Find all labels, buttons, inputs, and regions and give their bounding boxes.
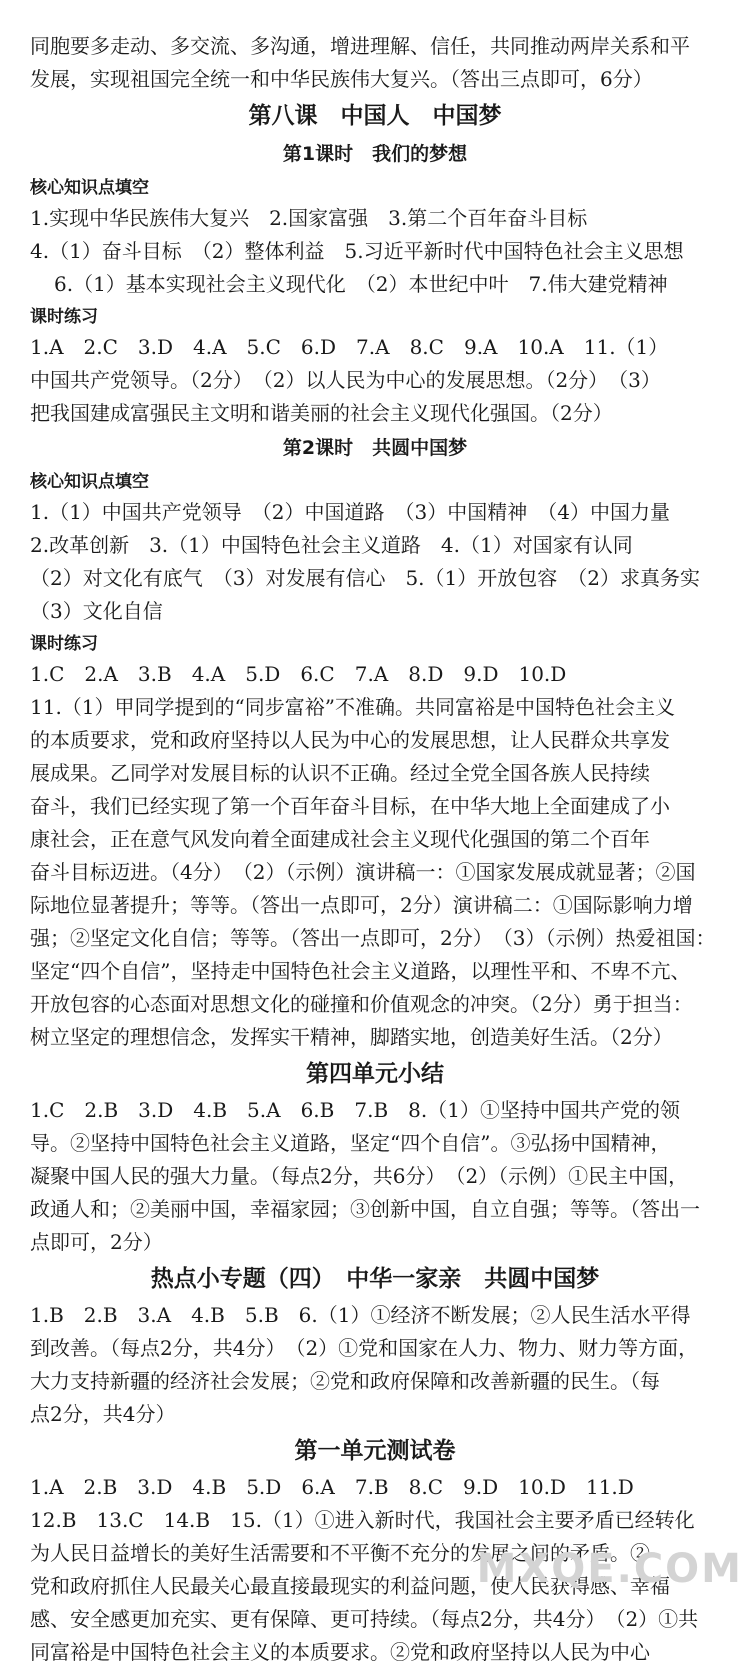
unit1-test-line: 12.B 13.C 14.B 15.（1）①进入新时代，我国社会主要矛盾已经转化 bbox=[30, 1508, 695, 1532]
intro-block bbox=[30, 30, 720, 96]
answer-page bbox=[30, 30, 720, 1669]
period1-core-line: 4.（1）奋斗目标 （2）整体利益 5.习近平新时代中国特色社会主义思想 bbox=[30, 239, 684, 263]
unit4-summary-line: 导。②坚持中国特色社会主义道路，坚定“四个自信”。③弘扬中国精神， bbox=[30, 1131, 671, 1155]
unit1-test-line: 感、安全感更加充实、更有保障、更可持续。（每点2分，共4分） （2）①共 bbox=[30, 1607, 699, 1631]
hot-topic4-title: 热点小专题（四） 中华一家亲 共圆中国梦 bbox=[150, 1266, 600, 1292]
unit1-test-title: 第一单元测试卷 bbox=[294, 1438, 456, 1464]
unit1-test-line: 党和政府抓住人民最关心最直接最现实的利益问题，使人民获得感、幸福 bbox=[30, 1574, 670, 1598]
unit4-summary-line: 凝聚中国人民的强大力量。（每点2分，共6分） （2）（示例）①民主中国， bbox=[30, 1164, 689, 1188]
hot-topic4-line: 到改善。（每点2分，共4分） （2）①党和国家在人力、物力、财力等方面， bbox=[30, 1336, 699, 1360]
period2-practice-line: 际地位显著提升；等等。（答出一点即可，2分）演讲稿二：①国际影响力增 bbox=[30, 893, 693, 917]
period2-practice-line: 树立坚定的理想信念，发挥实干精神，脚踏实地，创造美好生活。（2分） bbox=[30, 1025, 673, 1049]
period2-practice-line: 的本质要求，党和政府坚持以人民为中心的发展思想，让人民群众共享发 bbox=[30, 728, 670, 752]
period2-core-line: 1.（1）中国共产党领导 （2）中国道路 （3）中国精神 （4）中国力量 bbox=[30, 500, 670, 524]
unit1-test-line: 1.A 2.B 3.D 4.B 5.D 6.A 7.B 8.C 9.D 10.D 11.D bbox=[30, 1475, 634, 1499]
period2-practice-line: 展成果。乙同学对发展目标的认识不正确。经过全党全国各族人民持续 bbox=[30, 761, 650, 785]
period2-practice-line: 强；②坚定文化自信；等等。（答出一点即可，2分） （3）（示例）热爱祖国： bbox=[30, 926, 716, 950]
period2-core-label: 核心知识点填空 bbox=[30, 472, 149, 492]
period2-practice-line: 开放包容的心态面对思想文化的碰撞和价值观念的冲突。（2分）勇于担当： bbox=[30, 992, 693, 1016]
period2-title: 第2课时 共圆中国梦 bbox=[282, 437, 468, 459]
period2-practice-line: 11.（1）甲同学提到的“同步富裕”不准确。共同富裕是中国特色社会主义 bbox=[30, 695, 675, 719]
hot-topic4-line: 点2分，共4分） bbox=[30, 1402, 176, 1426]
unit1-test-line: 为人民日益增长的美好生活需要和不平衡不充分的发展之间的矛盾。② bbox=[30, 1541, 650, 1565]
period1-practice-line: 把我国建成富强民主文明和谐美丽的社会主义现代化强国。（2分） bbox=[30, 401, 613, 425]
lesson8-title: 第八课 中国人 中国梦 bbox=[248, 103, 502, 129]
period1-practice-line: 中国共产党领导。（2分） （2）以人民为中心的发展思想。（2分） （3） bbox=[30, 368, 661, 392]
hot-topic4-line: 大力支持新疆的经济社会发展；②党和政府保障和改善新疆的民生。（每 bbox=[30, 1369, 660, 1393]
period2-practice-label: 课时练习 bbox=[30, 634, 98, 654]
period1-practice-line: 1.A 2.C 3.D 4.A 5.C 6.D 7.A 8.C 9.A 10.A 11.（1） bbox=[30, 335, 669, 359]
intro-line: 发展，实现祖国完全统一和中华民族伟大复兴。（答出三点即可，6分） bbox=[30, 67, 653, 91]
intro-line: 同胞要多走动、多交流、多沟通，增进理解、信任，共同推动两岸关系和平 bbox=[30, 34, 690, 58]
unit4-summary-line: 政通人和；②美丽中国，幸福家园；③创新中国，自立自强；等等。（答出一 bbox=[30, 1197, 700, 1221]
period1-practice-label: 课时练习 bbox=[30, 307, 98, 327]
period2-core-line: （2）对文化有底气 （3）对发展有信心 5.（1）开放包容 （2）求真务实 bbox=[30, 566, 700, 590]
hot-topic4-line: 1.B 2.B 3.A 4.B 5.B 6.（1）①经济不断发展；②人民生活水平得 bbox=[30, 1303, 691, 1327]
period1-title: 第1课时 我们的梦想 bbox=[282, 143, 468, 165]
period2-core-line: （3）文化自信 bbox=[30, 599, 163, 623]
unit4-summary-line: 点即可，2分） bbox=[30, 1230, 163, 1254]
unit1-test-line: 同富裕是中国特色社会主义的本质要求。②党和政府坚持以人民为中心 bbox=[30, 1640, 650, 1664]
period2-practice-line: 康社会，正在意气风发向着全面建成社会主义现代化强国的第二个百年 bbox=[30, 827, 650, 851]
period2-practice-line: 1.C 2.A 3.B 4.A 5.D 6.C 7.A 8.D 9.D 10.D bbox=[30, 662, 567, 686]
period1-core-line: 1.实现中华民族伟大复兴 2.国家富强 3.第二个百年奋斗目标 bbox=[30, 206, 588, 230]
unit4-summary-title: 第四单元小结 bbox=[306, 1061, 444, 1087]
site-watermark: MXQE.COM bbox=[476, 1546, 743, 1592]
period2-core-line: 2.改革创新 3.（1）中国特色社会主义道路 4.（1）对国家有认同 bbox=[30, 533, 633, 557]
period2-practice-line: 奋斗目标迈进。（4分） （2）（示例）演讲稿一：①国家发展成就显著；②国 bbox=[30, 860, 696, 884]
period1-core-label: 核心知识点填空 bbox=[30, 178, 149, 198]
period2-practice-line: 奋斗，我们已经实现了第一个百年奋斗目标，在中华大地上全面建成了小 bbox=[30, 794, 670, 818]
period1-core-line: 6.（1）基本实现社会主义现代化 （2）本世纪中叶 7.伟大建党精神 bbox=[54, 272, 668, 296]
period2-practice-line: 坚定“四个自信”，坚持走中国特色社会主义道路，以理性平和、不卑不亢、 bbox=[30, 959, 691, 983]
unit4-summary-line: 1.C 2.B 3.D 4.B 5.A 6.B 7.B 8.（1）①坚持中国共产党的领 bbox=[30, 1098, 680, 1122]
